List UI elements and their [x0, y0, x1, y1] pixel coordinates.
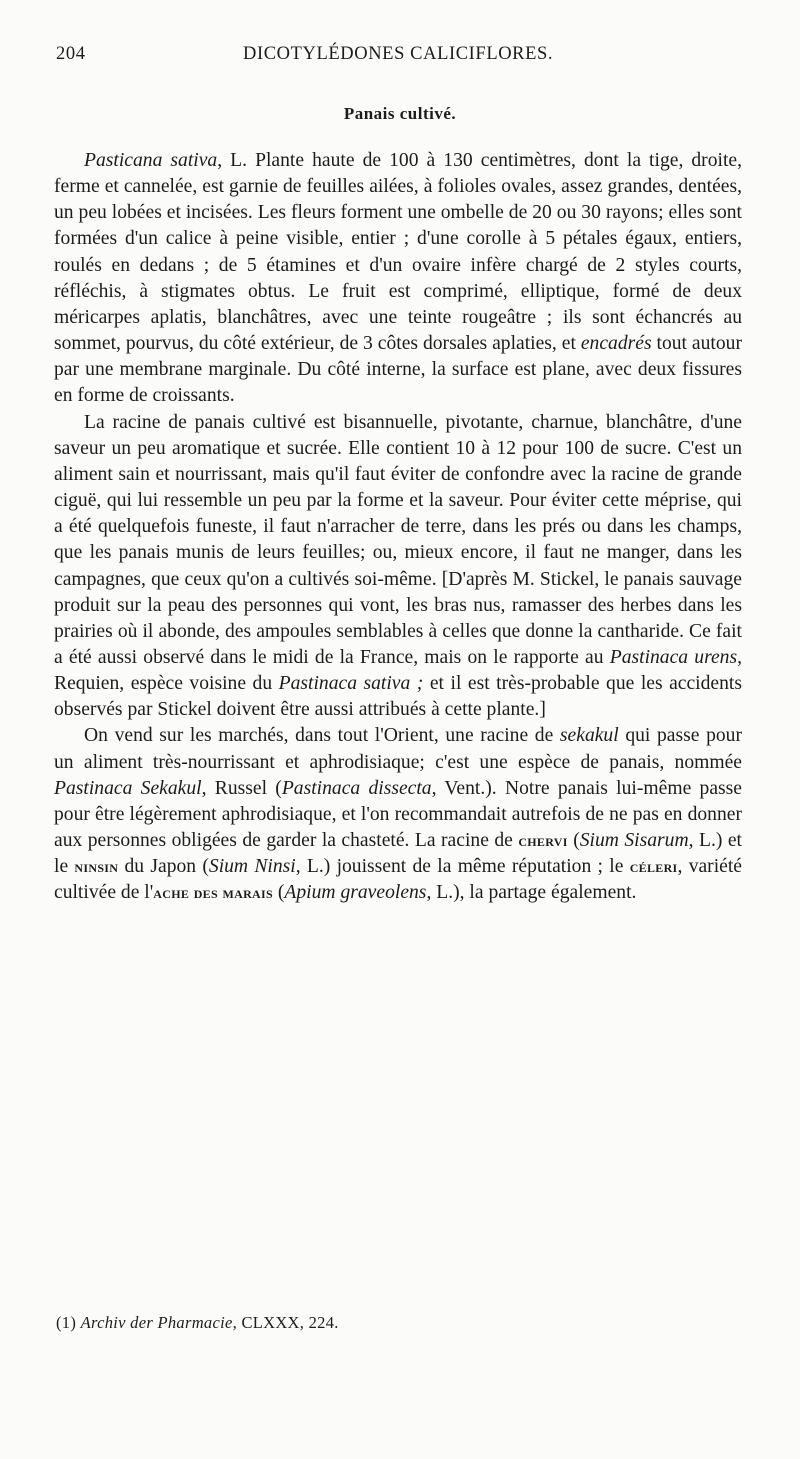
emphasis: sekakul	[559, 725, 619, 747]
footnote	[56, 1313, 746, 1333]
text-run: (	[567, 830, 580, 852]
text-run: La racine de panais cultivé est bisannuelle, pivotante, charnue, blanchâtre, d'une saveur un peu aromatique et sucrée. Elle contient 10 à 12 pour 100 de sucre. C'est un aliment sain et nourrissant, mais qu'il faut éviter de confondre avec la racine de grande ciguë, qui lui ressemble un peu par la forme et la saveur. Pour éviter cette méprise, qui a été quelquefois funeste, il faut n'arracher de terre, dans les prés ou dans les champs, que les panais munis de leurs feuilles; ou, mieux encore, il faut ne manger, dans les campagnes, que ceux qu'on a cultivés soi-même. [D'après M. Stickel, le panais sauvage produit sur la peau des personnes qui vont, les bras nus, ramasser des herbes dans les prairies où il abonde, des ampoules semblables à celles que donne la cantharide. Ce fait a été aussi observé dans le midi de la France, mais on le rapporte au	[54, 411, 742, 668]
text-run: , L.) et le	[54, 830, 742, 878]
running-title: DICOTYLÉDONES CALICIFLORES.	[243, 44, 554, 64]
common-name: chervi	[518, 831, 568, 851]
text-run: du Japon (	[118, 856, 209, 878]
common-name: ache des marais	[153, 883, 273, 903]
text-run: , Russel (	[201, 777, 282, 799]
paragraph-1	[54, 148, 742, 410]
common-name: céleri	[629, 857, 678, 877]
text-run: , variété cultivée de l'	[54, 856, 742, 904]
footnote-reference: , CLXXX, 224.	[232, 1313, 339, 1332]
botanical-name: Pastinaca Sekakul	[54, 777, 202, 799]
botanical-name: Sium Ninsi	[208, 856, 296, 878]
text-run: , Requien, espèce voisine du	[54, 646, 743, 695]
botanical-name: Sium Sisarum	[579, 830, 689, 852]
footnote-marker: (1)	[56, 1313, 77, 1332]
botanical-name: Pastinaca dissecta	[281, 777, 432, 799]
footnote-source: Archiv der Pharmacie	[80, 1313, 233, 1332]
text-run: qui passe pour un aliment très-nourrissant et aphrodisiaque; c'est une espèce de panais, nommée	[54, 725, 742, 773]
text-run: , L.), la partage également.	[426, 882, 637, 904]
common-name: ninsin	[74, 857, 119, 877]
botanical-name: Pastinaca urens	[609, 646, 738, 668]
text-run: , L. Plante haute de 100 à 130 centimètres, dont la tige, droite, ferme et cannelée, est garnie de feuilles ailées, à folioles ovales, assez grandes, dentées, un peu lobées et incisées. Les fleurs forment une ombelle de 20 ou 30 rayons; elles sont formées d'un calice à peine visible, entier ; d'une corolle à 5 pétales égaux, entiers, roulés en dedans ; de 5 étamines et d'un ovaire infère chargé de 2 styles courts, réfléchis, à stigmates obtus. Le fruit est comprimé, elliptique, formé de deux méricarpes aplatis, blanchâtres, avec une teinte rougeâtre ; ils sont échancrés au sommet, pourvus, du côté extérieur, de 3 côtes dorsales aplaties, et	[54, 150, 742, 355]
section-title: Panais cultivé.	[343, 104, 457, 123]
botanical-name: Pasticana sativa	[84, 150, 218, 171]
text-run: , Vent.). Notre panais lui-même passe pour être légèrement aphrodisiaque, et l'on recommandait autrefois de ne pas en donner aux personnes obligées de garder la chasteté. La racine de	[54, 777, 742, 852]
paragraph-2	[54, 410, 742, 724]
botanical-name: Apium graveolens	[284, 882, 427, 904]
text-run: , L.) jouissent de la même réputation ; le	[295, 856, 630, 878]
text-run: tout autour par une membrane marginale. Du côté interne, la surface est plane, avec deux fissures en forme de croissants.	[54, 333, 742, 407]
body-text	[54, 148, 742, 907]
text-run: (	[272, 882, 285, 904]
text-run: On vend sur les marchés, dans tout l'Orient, une racine de	[84, 725, 560, 747]
emphasis: encadrés	[580, 333, 652, 355]
text-run: et il est très-probable que les accidents observés par Stickel doivent être aussi attribués à cette plante.]	[54, 673, 742, 721]
paragraph-3	[54, 723, 742, 906]
page-number: 204	[56, 44, 86, 64]
botanical-name: Pastinaca sativa ;	[278, 673, 424, 695]
